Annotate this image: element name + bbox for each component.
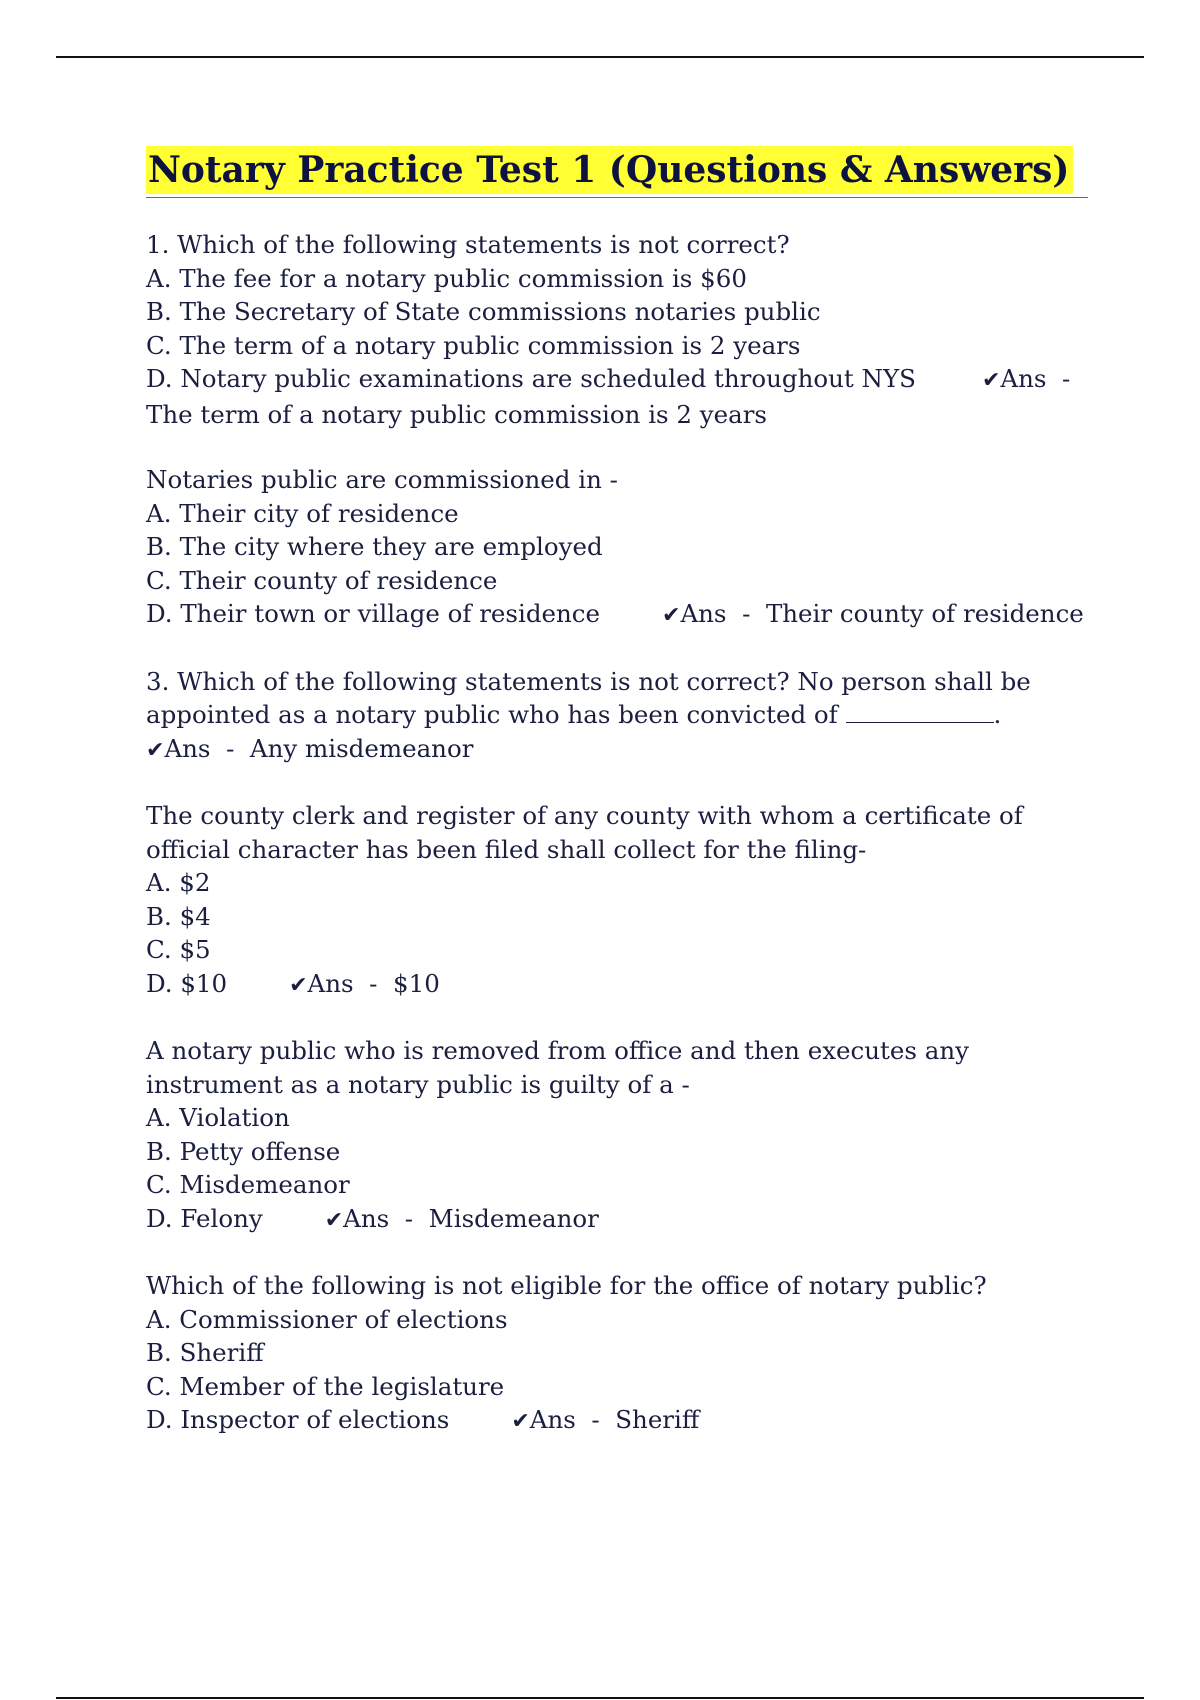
page-title: Notary Practice Test 1 (Questions & Answers) bbox=[146, 146, 1073, 194]
title-underline bbox=[146, 146, 1088, 198]
fill-in-blank bbox=[846, 698, 994, 723]
answer-separator: - bbox=[226, 733, 235, 763]
option-b: B. $4 bbox=[146, 901, 211, 931]
option-c: C. Their county of residence bbox=[146, 565, 498, 595]
option-c: C. Member of the legislature bbox=[146, 1371, 505, 1401]
option-b: B. Sheriff bbox=[146, 1338, 264, 1367]
answer bbox=[511, 1405, 699, 1434]
checkmark-icon: ✔ bbox=[511, 1409, 530, 1434]
option-d-text: D. $10 bbox=[146, 968, 228, 998]
question-5 bbox=[146, 1034, 1088, 1237]
answer-label: Ans bbox=[529, 1405, 576, 1434]
option-d bbox=[146, 362, 1088, 398]
answer-label: Ans bbox=[164, 733, 211, 763]
question-text: 3. Which of the following statements is not correct? No person shall be appointed as a notary public who has been convicted of bbox=[146, 666, 1031, 729]
option-d bbox=[146, 1202, 1088, 1238]
option-c: C. The term of a notary public commission is 2 years bbox=[146, 330, 801, 360]
option-d-text: D. Felony bbox=[146, 1203, 263, 1233]
option-a: A. $2 bbox=[146, 868, 211, 897]
question-3 bbox=[146, 665, 1088, 768]
answer-separator: - bbox=[369, 968, 378, 998]
option-d bbox=[146, 967, 1088, 1003]
question-4 bbox=[146, 799, 1088, 1002]
option-b: B. The city where they are employed bbox=[146, 532, 603, 561]
answer-separator: - bbox=[404, 1203, 414, 1233]
answer bbox=[146, 732, 1088, 768]
option-d bbox=[146, 1403, 1088, 1439]
option-a: A. Their city of residence bbox=[146, 498, 459, 528]
checkmark-icon: ✔ bbox=[324, 1207, 344, 1233]
option-d bbox=[146, 597, 1088, 633]
answer-label: Ans bbox=[680, 599, 727, 628]
question-text: Notaries public are commissioned in - bbox=[146, 465, 618, 494]
option-a: A. The fee for a notary public commission is $60 bbox=[146, 263, 747, 293]
option-d-text: D. Their town or village of residence bbox=[146, 599, 601, 628]
checkmark-icon: ✔ bbox=[289, 972, 308, 998]
option-d-text: D. Inspector of elections bbox=[146, 1405, 450, 1434]
answer-label: Ans bbox=[307, 968, 354, 998]
answer-separator: - bbox=[1062, 364, 1071, 393]
checkmark-icon: ✔ bbox=[146, 737, 165, 763]
answer-text: Sheriff bbox=[615, 1405, 700, 1434]
answer bbox=[662, 599, 1084, 628]
answer-text: Misdemeanor bbox=[428, 1203, 599, 1233]
question-text: The county clerk and register of any county with whom a certificate of official character has been filed shall collect for the filing- bbox=[146, 801, 1023, 864]
checkmark-icon: ✔ bbox=[981, 368, 1001, 393]
answer-text: Their county of residence bbox=[765, 599, 1084, 628]
answer-marker bbox=[982, 364, 1070, 393]
option-b: B. The Secretary of State commissions notaries public bbox=[146, 297, 821, 326]
answer-label: Ans bbox=[1000, 364, 1047, 393]
answer-text: The term of a notary public commission is 2 years bbox=[146, 399, 768, 429]
option-b: B. Petty offense bbox=[146, 1136, 341, 1166]
top-rule bbox=[56, 56, 1144, 58]
question-text-end: . bbox=[993, 700, 1002, 729]
answer-text: Any misdemeanor bbox=[249, 733, 474, 763]
option-c: C. $5 bbox=[146, 935, 211, 964]
option-a: A. Violation bbox=[146, 1103, 290, 1132]
answer-text: $10 bbox=[393, 968, 440, 998]
answer-separator: - bbox=[742, 599, 751, 628]
question-1 bbox=[146, 228, 1088, 431]
answer bbox=[325, 1204, 599, 1233]
question-list bbox=[146, 228, 1088, 1439]
question-6 bbox=[146, 1269, 1088, 1439]
answer-separator: - bbox=[591, 1405, 600, 1434]
option-c: C. Misdemeanor bbox=[146, 1170, 350, 1199]
question-text: A notary public who is removed from office and then executes any instrument as a notary public is guilty of a - bbox=[146, 1036, 969, 1099]
document-body bbox=[146, 146, 1088, 1471]
answer-label: Ans bbox=[343, 1203, 390, 1233]
question-text: Which of the following is not eligible for the office of notary public? bbox=[146, 1271, 987, 1300]
bottom-rule bbox=[56, 1697, 1144, 1699]
option-a: A. Commissioner of elections bbox=[146, 1304, 508, 1334]
checkmark-icon: ✔ bbox=[662, 603, 681, 628]
answer bbox=[289, 969, 440, 998]
question-2 bbox=[146, 463, 1088, 633]
option-d-text: D. Notary public examinations are scheduled throughout NYS bbox=[146, 364, 916, 393]
question-text: 1. Which of the following statements is not correct? bbox=[146, 230, 790, 259]
